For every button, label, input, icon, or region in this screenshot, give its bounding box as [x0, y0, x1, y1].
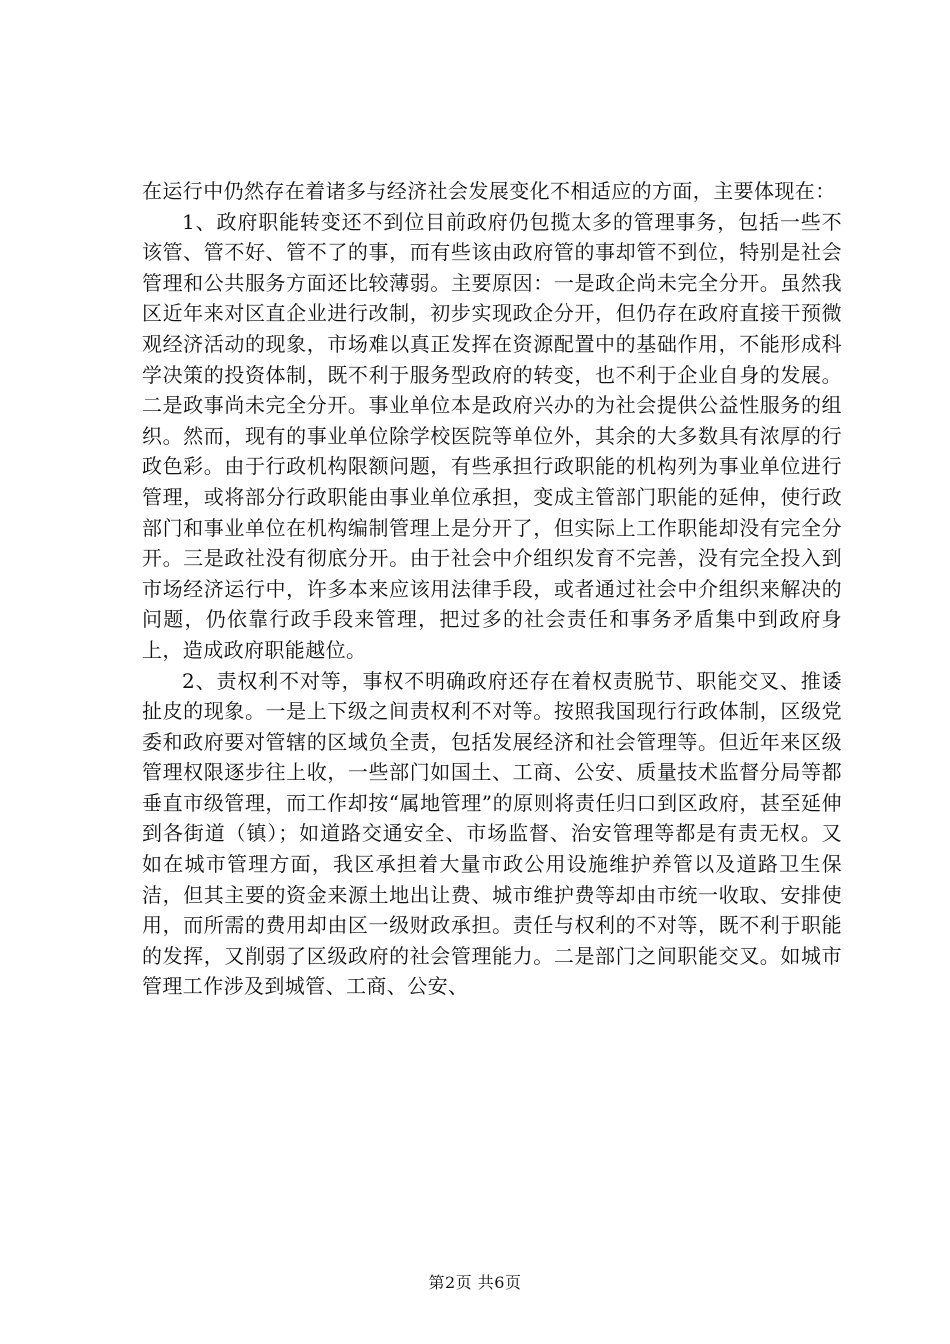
page-number-footer: 第2页 共6页 [428, 1273, 522, 1292]
document-body [142, 176, 842, 1002]
paragraph-intro: 在运行中仍然存在着诸多与经济社会发展变化不相适应的方面，主要体现在： [142, 179, 836, 203]
paragraph-section-2: 2、责权利不对等，事权不明确政府还存在着权责脱节、职能交叉、推诿扯皮的现象。一是上下级之间责权利不对等。按照我国现行行政体制，区级党委和政府要对管辖的区域负全责，包括发展经济和社会管理等。但近年来区级管理权限逐步往上收，一些部门如国土、工商、公安、质量技术监督分局等都垂直市级管理，而工作却按“属地管理”的原则将责任归口到区政府，甚至延伸到各街道（镇）；如道路交通安全、市场监督、治安管理等都是有责无权。又如在城市管理方面，我区承担着大量市政公用设施维护养管以及道路卫生保洁，但其主要的资金来源土地出让费、城市维护费等却由市统一收取、安排使用，而所需的费用却由区一级财政承担。责任与权利的不对等，既不利于职能的发挥，又削弱了区级政府的社会管理能力。二是部门之间职能交叉。如城市管理工作涉及到城管、工商、公安、 [142, 668, 842, 999]
paragraph-section-1: 1、政府职能转变还不到位目前政府仍包揽太多的管理事务，包括一些不该管、管不好、管不了的事，而有些该由政府管的事却管不到位，特别是社会管理和公共服务方面还比较薄弱。主要原因：一是政企尚未完全分开。虽然我区近年来对区直企业进行改制，初步实现政企分开，但仍存在政府直接干预微观经济活动的现象，市场难以真正发挥在资源配置中的基础作用，不能形成科学决策的投资体制，既不利于服务型政府的转变，也不利于企业自身的发展。二是政事尚未完全分开。事业单位本是政府兴办的为社会提供公益性服务的组织。然而，现有的事业单位除学校医院等单位外，其余的大多数具有浓厚的行政色彩。由于行政机构限额问题，有些承担行政职能的机构列为事业单位进行管理，或将部分行政职能由事业单位承担，变成主管部门职能的延伸，使行政部门和事业单位在机构编制管理上是分开了，但实际上工作职能却没有完全分开。三是政社没有彻底分开。由于社会中介组织发育不完善，没有完全投入到市场经济运行中，许多本来应该用法律手段，或者通过社会中介组织来解决的问题，仍依靠行政手段来管理，把过多的社会责任和事务矛盾集中到政府身上，造成政府职能越位。 [142, 209, 842, 662]
